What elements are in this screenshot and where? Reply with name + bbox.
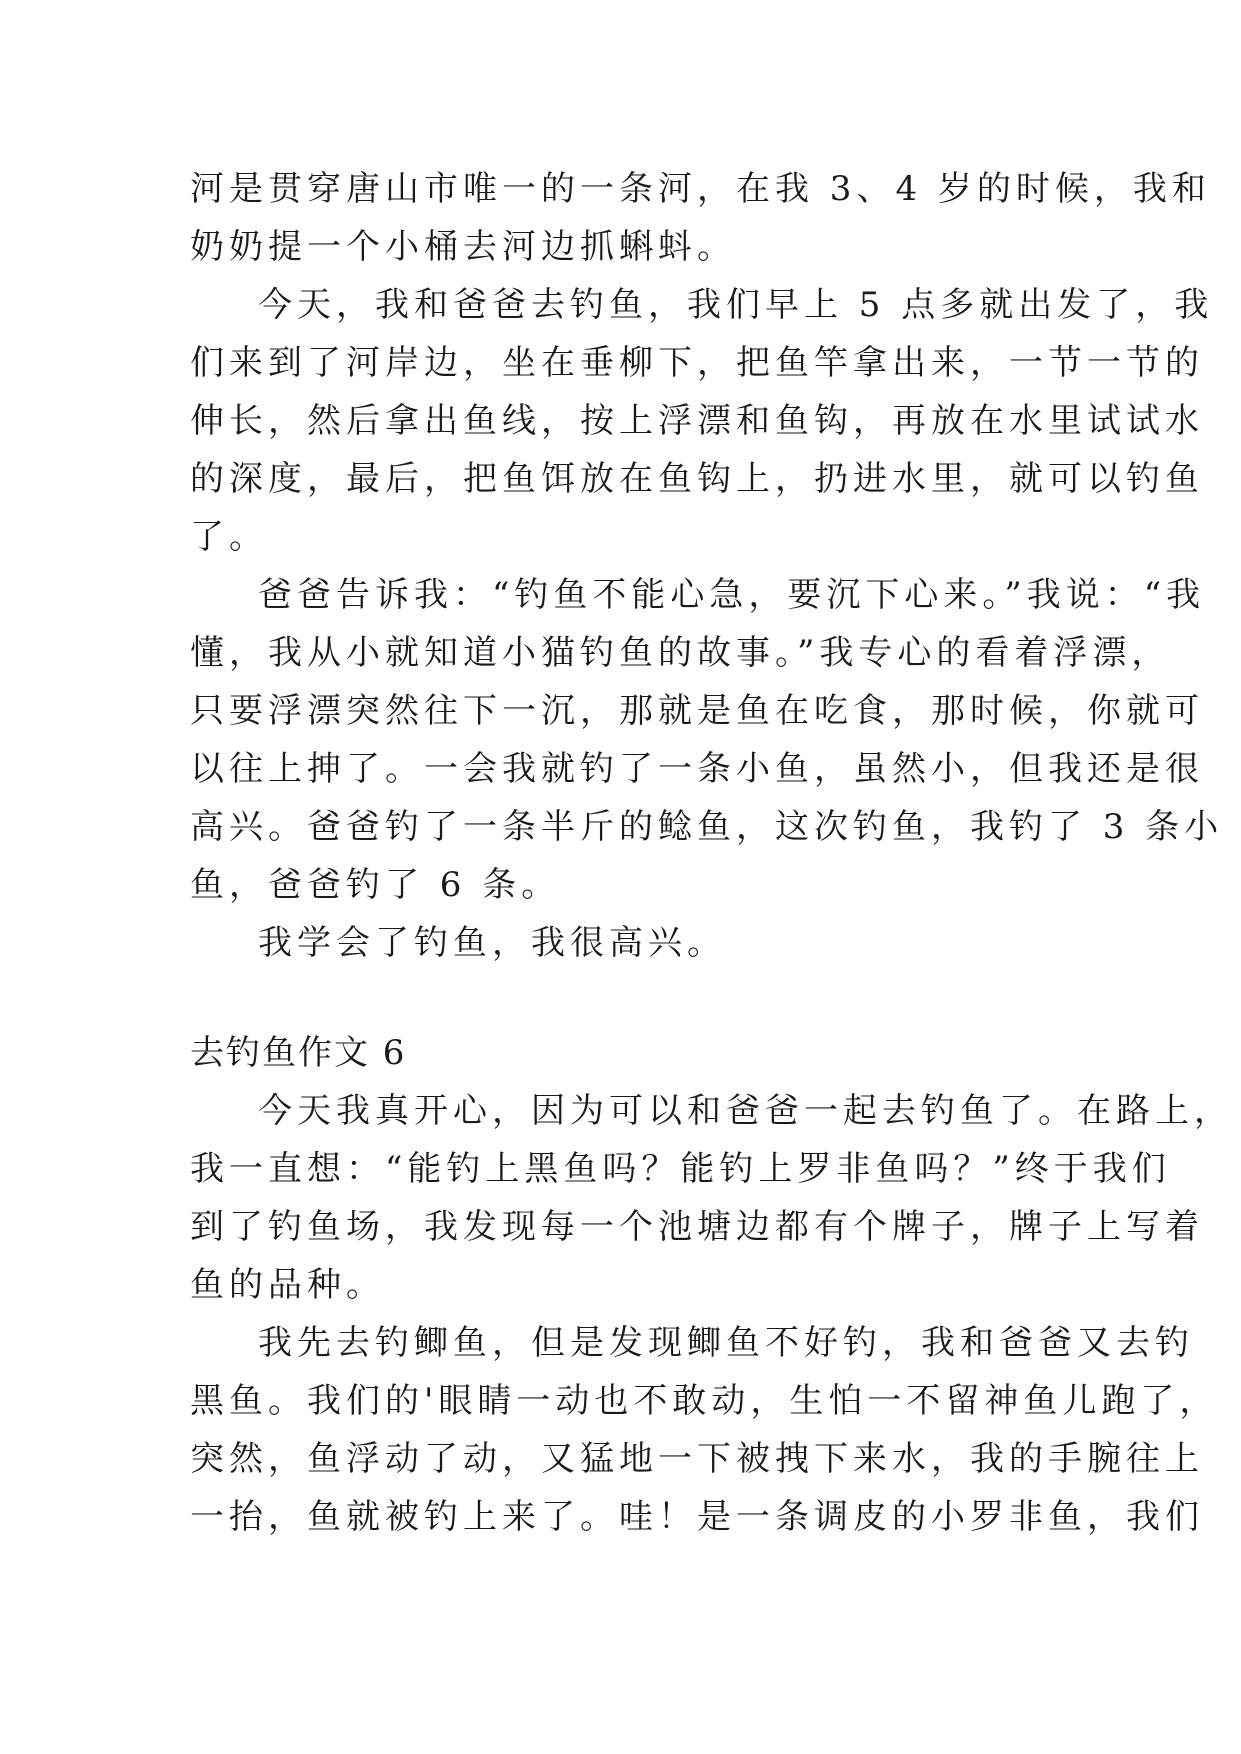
- paragraph: [190, 160, 1211, 276]
- text-line: 以往上抻了。一会我就钓了一条小鱼，虽然小，但我还是很: [190, 749, 1204, 789]
- text-line: 鱼的品种。: [190, 1265, 385, 1305]
- text-line: 懂，我从小就知道小猫钓鱼的故事。”我专心的看着浮漂，: [190, 633, 1171, 673]
- paragraph: [190, 276, 1214, 566]
- essay-title-text: 去钓鱼作文 6: [190, 1033, 407, 1073]
- text-line: 奶奶提一个小桶去河边抓蝌蚪。: [190, 227, 736, 267]
- text-line: 了。: [190, 517, 268, 557]
- text-line: 河是贯穿唐山市唯一的一条河，在我 3、4 岁的时候，我和: [190, 169, 1211, 209]
- text-line: 我学会了钓鱼，我很高兴。: [258, 923, 726, 963]
- section-gap: [190, 972, 1070, 1024]
- text-line: 高兴。爸爸钓了一条半斤的鲶鱼，这次钓鱼，我钓了 3 条小: [190, 807, 1224, 847]
- text-line: 到了钓鱼场，我发现每一个池塘边都有个牌子，牌子上写着: [190, 1207, 1204, 1247]
- text-line: 伸长，然后拿出鱼线，按上浮漂和鱼钩，再放在水里试试水: [190, 401, 1204, 441]
- text-line: 只要浮漂突然往下一沉，那就是鱼在吃食，那时候，你就可: [190, 691, 1204, 731]
- text-line: 今天我真开心，因为可以和爸爸一起去钓鱼了。在路上，: [258, 1091, 1233, 1131]
- text-line: 爸爸告诉我：“钓鱼不能心急，要沉下心来。”我说：“我: [258, 575, 1206, 615]
- paragraph: [190, 1082, 1233, 1314]
- text-line: 们来到了河岸边，坐在垂柳下，把鱼竿拿出来，一节一节的: [190, 343, 1204, 383]
- text-line: 的深度，最后，把鱼饵放在鱼钩上，扔进水里，就可以钓鱼: [190, 459, 1204, 499]
- essay-title: [190, 1024, 1070, 1082]
- paragraph: [190, 1314, 1219, 1546]
- text-line: 黑鱼。我们的'眼睛一动也不敢动，生怕一不留神鱼儿跑了，: [190, 1381, 1219, 1421]
- text-line: 鱼，爸爸钓了 6 条。: [190, 865, 561, 905]
- document-page: [190, 160, 1233, 1546]
- text-line: 我先去钓鲫鱼，但是发现鲫鱼不好钓，我和爸爸又去钓: [258, 1323, 1194, 1363]
- paragraph: [190, 914, 1070, 972]
- text-line: 一抬，鱼就被钓上来了。哇！是一条调皮的小罗非鱼，我们: [190, 1497, 1204, 1537]
- paragraph: [190, 566, 1224, 914]
- text-line: 突然，鱼浮动了动，又猛地一下被拽下来水，我的手腕往上: [190, 1439, 1204, 1479]
- text-line: 我一直想：“能钓上黑鱼吗？能钓上罗非鱼吗？”终于我们: [190, 1149, 1171, 1189]
- text-line: 今天，我和爸爸去钓鱼，我们早上 5 点多就出发了，我: [258, 285, 1214, 325]
